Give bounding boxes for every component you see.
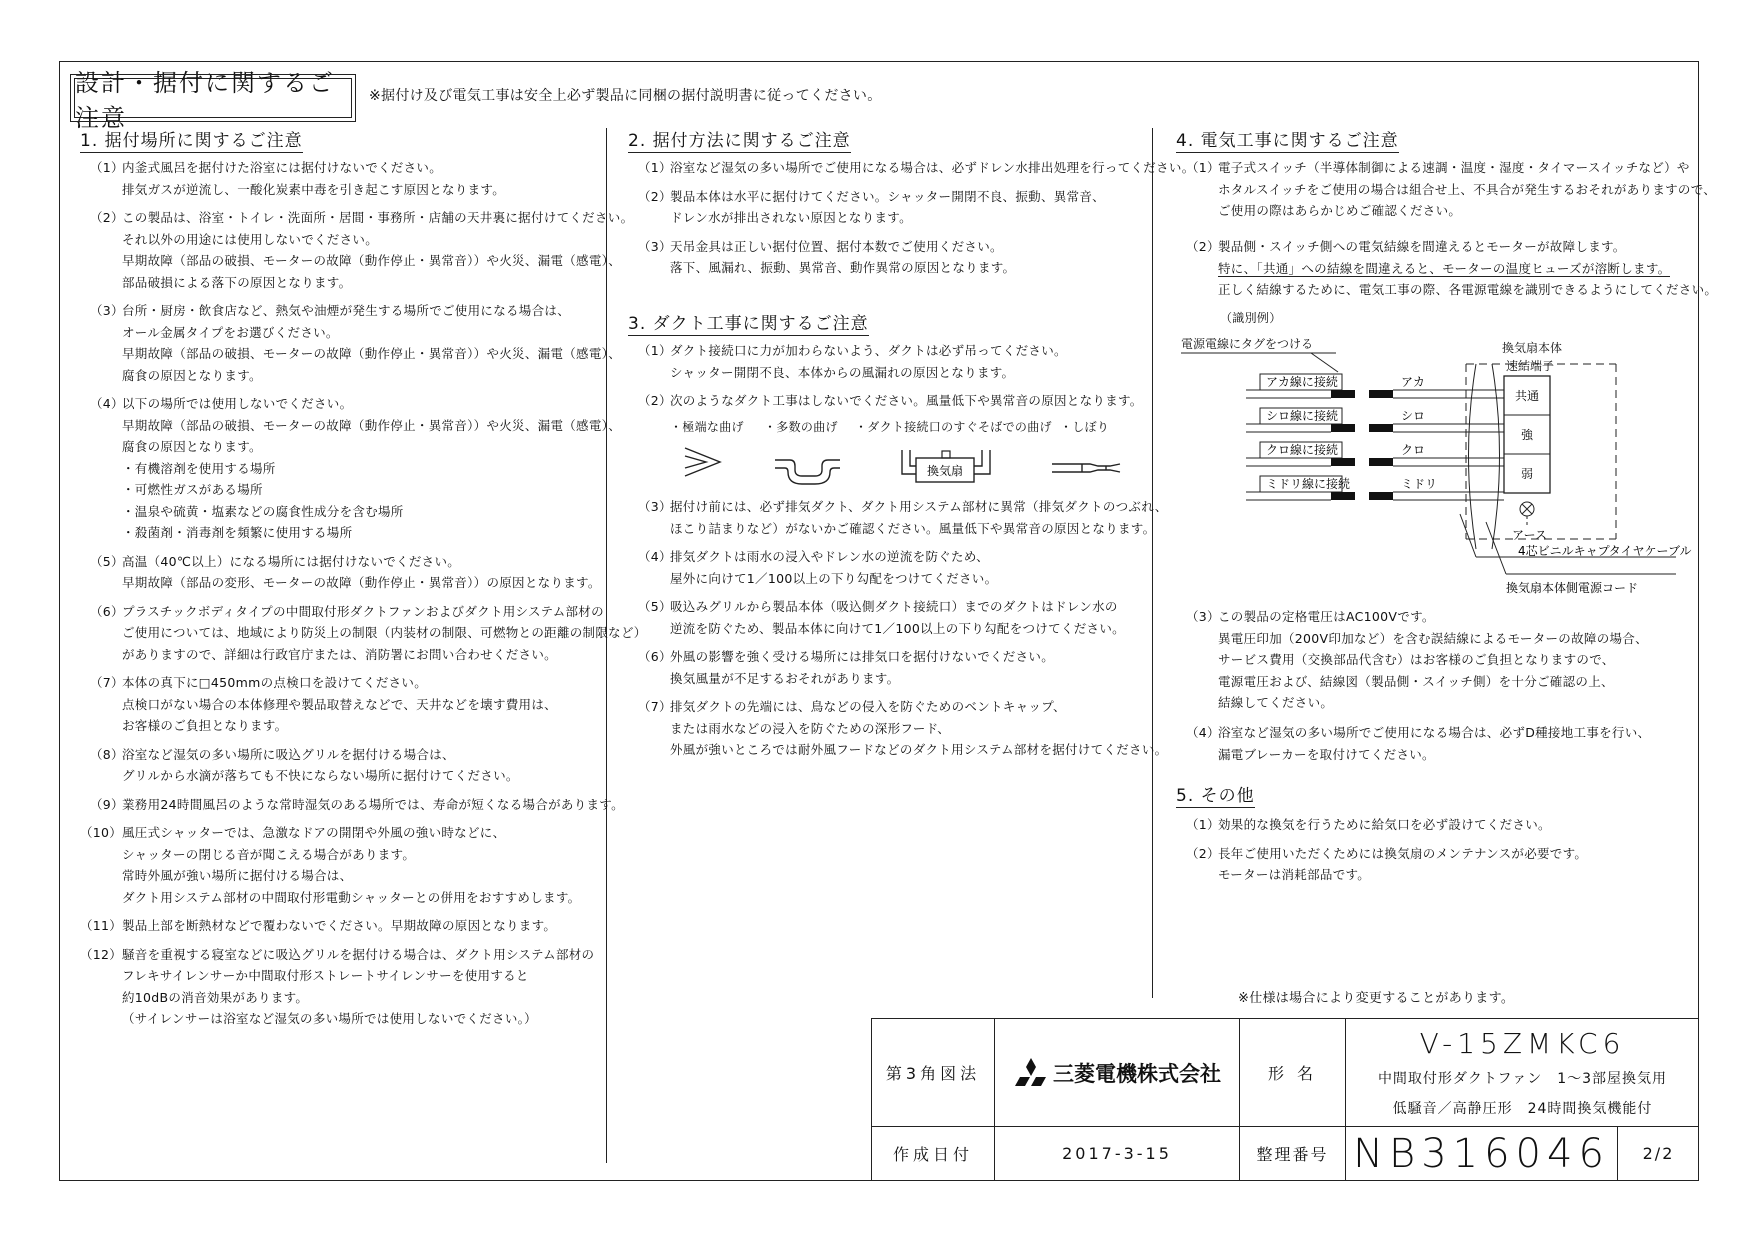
list-item: （3）台所・厨房・飲食店など、熱気や油煙が発生する場所でご使用になる場合は、 オール金属タイプをお選びください。 早期故障（部品の破損、モーターの故障（動作停止・異常音））や火災、漏電（感電）、 腐食の原因となります。 <box>90 303 622 383</box>
fan-body-label: 換気扇本体 <box>1502 341 1563 355</box>
tag-label: 電源電線にタグをつける <box>1181 337 1314 351</box>
header-note: ※据付け及び電気工事は安全上必ず製品に同梱の据付説明書に従ってください。 <box>369 88 882 104</box>
list-item: （9）業務用24時間風呂のような常時湿気のある場所では、寿命が短くなる場合があります。 <box>90 796 624 812</box>
section-1-items <box>80 157 647 1037</box>
list-item: （12）騒音を重視する寝室などに吸込グリルを据付ける場合は、ダクト用システム部材の フレキサイレンサーか中間取付形ストレートサイレンサーを使用すると 約10dBの消音効果があります。 （サイレンサーは浴室など湿気の多い場所では使用しないでください。） <box>80 946 595 1026</box>
list-item: （6）外風の影響を強く受ける場所には排気口を据付けないでください。 換気風量が不足するおそれがあります。 <box>638 649 1055 686</box>
page-title: 設計・据付に関するご注意 <box>74 78 352 118</box>
list-item: （8）浴室など湿気の多い場所に吸込グリルを据付ける場合は、 グリルから水滴が落ちても不快にならない場所に据付けてください。 <box>90 746 519 783</box>
terminal-label: 強 <box>1520 428 1534 442</box>
wire-tag-label: クロ線に接続 <box>1266 443 1339 457</box>
wire-color-label: シロ <box>1401 409 1426 423</box>
section-heading-3: 3. ダクト工事に関するご注意 <box>628 309 869 336</box>
section-5-items <box>1176 814 1696 893</box>
list-item: （6）プラスチックボディタイプの中間取付形ダクトファンおよびダクト用システム部材の ご使用については、地域により防災上の制限（内装材の制限、可燃物との距離の制限など） がありますので、詳細は行政官庁または、消防署にお問い合わせください。 <box>90 603 647 662</box>
column-divider <box>606 128 607 1163</box>
list-item: （5）吸込みグリルから製品本体（吸込側ダクト接続口）までのダクトはドレン水の 逆流を防ぐため、製品本体に向けて1／100以上の下り勾配をつけてください。 <box>638 599 1125 636</box>
date-value: 2017-3-15 <box>994 1126 1239 1180</box>
column-divider <box>1152 128 1153 998</box>
duct-label-squeeze: ・しぼり <box>1060 420 1110 434</box>
section-heading-1: 1. 据付場所に関するご注意 <box>80 126 303 153</box>
date-label: 作成日付 <box>871 1126 994 1180</box>
wire-tag-label: ミドリ線に接続 <box>1266 477 1351 491</box>
list-item: （1）浴室など湿気の多い場所でご使用になる場合は、必ずドレン水排出処理を行ってください。 <box>638 160 1195 175</box>
terminal-label: 速結端子 <box>1506 359 1555 373</box>
duct-label-extreme: ・極端な曲げ <box>670 420 744 434</box>
duct-box-label: 換気扇 <box>926 464 964 478</box>
duct-illustration <box>680 440 1130 500</box>
list-item: （1）効果的な換気を行うために給気口を必ず設けてください。 <box>1186 817 1551 832</box>
wiring-diagram <box>1176 334 1696 594</box>
title-block <box>871 1018 1699 1180</box>
terminal-label: 共通 <box>1514 389 1540 403</box>
list-item: （3）天吊金具は正しい据付位置、据付本数でご使用ください。 落下、風漏れ、振動、異常音、動作異常の原因となります。 <box>638 238 1016 275</box>
section-heading-4: 4. 電気工事に関するご注意 <box>1176 126 1399 153</box>
list-item: （7）本体の真下に□450mmの点検口を設けてください。 点検口がない場合の本体修理や製品取替えなどで、天井などを壊す費用は、 お客様のご負担となります。 <box>90 675 557 733</box>
wire-tag-label: シロ線に接続 <box>1266 409 1339 423</box>
wire-color-label: クロ <box>1401 443 1426 457</box>
cable-label: 4芯ビニルキャプタイヤケーブル <box>1518 544 1692 558</box>
wire-color-label: アカ <box>1401 375 1425 389</box>
list-item: （2）この製品は、浴室・トイレ・洗面所・居間・事務所・店舗の天井裏に据付けてください。 それ以外の用途には使用しないでください。 早期故障（部品の破損、モーターの故障（動作停止・異常音））や火災、漏電（感電）、 部品破損による落下の原因となります。 <box>90 210 634 290</box>
section-3-items-b <box>628 496 1168 768</box>
section-2-items <box>628 157 1195 286</box>
model-label: 形 名 <box>1239 1018 1345 1126</box>
earth-label: アース <box>1512 528 1548 542</box>
list-item: （7）排気ダクトの先端には、鳥などの侵入を防ぐためのベントキャップ、 または雨水などの浸入を防ぐための深形フード、 外風が強いところでは耐外風フードなどのダクト用システム部材を据付けてください。 <box>638 699 1168 757</box>
section-4-item-4 <box>1176 722 1696 772</box>
spec-note: ※仕様は場合により変更することがあります。 <box>1238 991 1515 1006</box>
cord-label: 換気扇本体側電源コード <box>1506 581 1639 594</box>
list-item: （4）浴室など湿気の多い場所でご使用になる場合は、必ずD種接地工事を行い、 漏電ブレーカーを取付けてください。 <box>1186 725 1651 762</box>
list-item: （4）以下の場所では使用しないでください。 早期故障（部品の破損、モーターの故障（動作停止・異常音））や火災、漏電（感電）、 腐食の原因となります。 ・有機溶剤を使用する場所 ・可燃性ガスがある場所 ・温泉や硫黄・塩素などの腐食性成分を含む場所 ・殺菌剤・消毒剤を頻繁に使用する場所 <box>90 396 622 540</box>
list-item: （1）内釜式風呂を据付けた浴室には据付けないでください。 排気ガスが逆流し、一酸化炭素中毒を引き起こす原因となります。 <box>90 160 506 197</box>
wire-color-label: ミドリ <box>1401 477 1438 491</box>
wiring-example-label: （識別例） <box>1220 311 1282 325</box>
section-4-item-2: （2）製品側・スイッチ側への電気結線を間違えるとモーターが故障します。 特に、「共通」への結線を間違えると、モーターの温度ヒューズが溶断します。 正しく結線するために、電気工事の際、各電源電線を識別できるようにしてください。 <box>1186 239 1718 297</box>
list-item: （1）ダクト接続口に力が加わらないよう、ダクトは必ず吊ってください。 シャッター開閉不良、本体からの風漏れの原因となります。 <box>638 343 1067 380</box>
model-block <box>1345 1018 1699 1126</box>
wire-tag-label: アカ線に接続 <box>1266 375 1338 389</box>
doc-number-label: 整理番号 <box>1239 1126 1345 1180</box>
duct-label-multiple: ・多数の曲げ <box>764 420 838 434</box>
list-item: （1）電子式スイッチ（半導体制御による速調・温度・湿度・タイマースイッチなど）や ホタルスイッチをご使用の場合は組合せ上、不具合が発生するおそれがありますので、 ご使用の際はあらかじめご確認ください。 <box>1186 160 1717 218</box>
section-heading-5: 5. その他 <box>1176 781 1255 808</box>
model-desc-2: 低騒音／高静圧形 24時間換気機能付 <box>1392 1101 1653 1117</box>
list-item: （2）次のようなダクト工事はしないでください。風量低下や異常音の原因となります。 <box>638 393 1143 408</box>
duct-label-near-outlet: ・ダクト接続口のすぐそばでの曲げ <box>855 420 1052 434</box>
model-number: V-15ZMKC6 <box>1419 1027 1626 1060</box>
terminal-label: 弱 <box>1520 467 1534 481</box>
list-item: （10）風圧式シャッターでは、急激なドアの開閉や外風の強い時などに、 シャッターの閉じる音が聞こえる場合があります。 常時外風が強い場所に据付ける場合は、 ダクト用システム部材の中間取付形電動シャッターとの併用をおすすめします。 <box>80 825 581 905</box>
list-item: （3）この製品の定格電圧はAC100Vです。 異電圧印加（200V印加など）を含む誤結線によるモーターの故障の場合、 サービス費用（交換部品代含む）はお客様のご負担となりますので、 電源電圧および、結線図（製品側・スイッチ側）を十分ご確認の上、 結線してください。 <box>1186 609 1648 710</box>
list-item: （2）製品本体は水平に据付けてください。シャッター開閉不良、振動、異常音、 ドレン水が排出されない原因となります。 <box>638 188 1105 225</box>
projection-method: 第3角図法 <box>871 1018 994 1126</box>
list-item: （4）排気ダクトは雨水の浸入やドレン水の逆流を防ぐため、 屋外に向けて1／100以上の下り勾配をつけてください。 <box>638 549 998 586</box>
list-item: （11）製品上部を断熱材などで覆わないでください。早期故障の原因となります。 <box>80 918 557 933</box>
list-item: （3）据付け前には、必ず排気ダクト、ダクト用システム部材に異常（排気ダクトのつぶれ、 ほこり詰まりなど）がないかご確認ください。風量低下や異常音の原因となります。 <box>638 499 1168 536</box>
company-logo: 三菱電機株式会社 <box>994 1018 1239 1126</box>
page-number: 2/2 <box>1617 1126 1699 1180</box>
section-heading-2: 2. 据付方法に関するご注意 <box>628 126 851 153</box>
section-4-item-1 <box>1176 157 1717 229</box>
mitsubishi-logo-icon <box>1013 1057 1049 1089</box>
list-item: （5）高温（40℃以上）になる場所には据付けないでください。 早期故障（部品の変形、モーターの故障（動作停止・異常音））の原因となります。 <box>90 553 601 590</box>
list-item: （2）長年ご使用いただくためには換気扇のメンテナンスが必要です。 モーターは消耗部品です。 <box>1186 845 1588 882</box>
section-4-item-3 <box>1176 606 1696 721</box>
doc-number: NB316046 <box>1345 1126 1617 1180</box>
model-desc-1: 中間取付形ダクトファン 1～3部屋換気用 <box>1377 1071 1668 1087</box>
section-3-items-a <box>628 340 1148 419</box>
